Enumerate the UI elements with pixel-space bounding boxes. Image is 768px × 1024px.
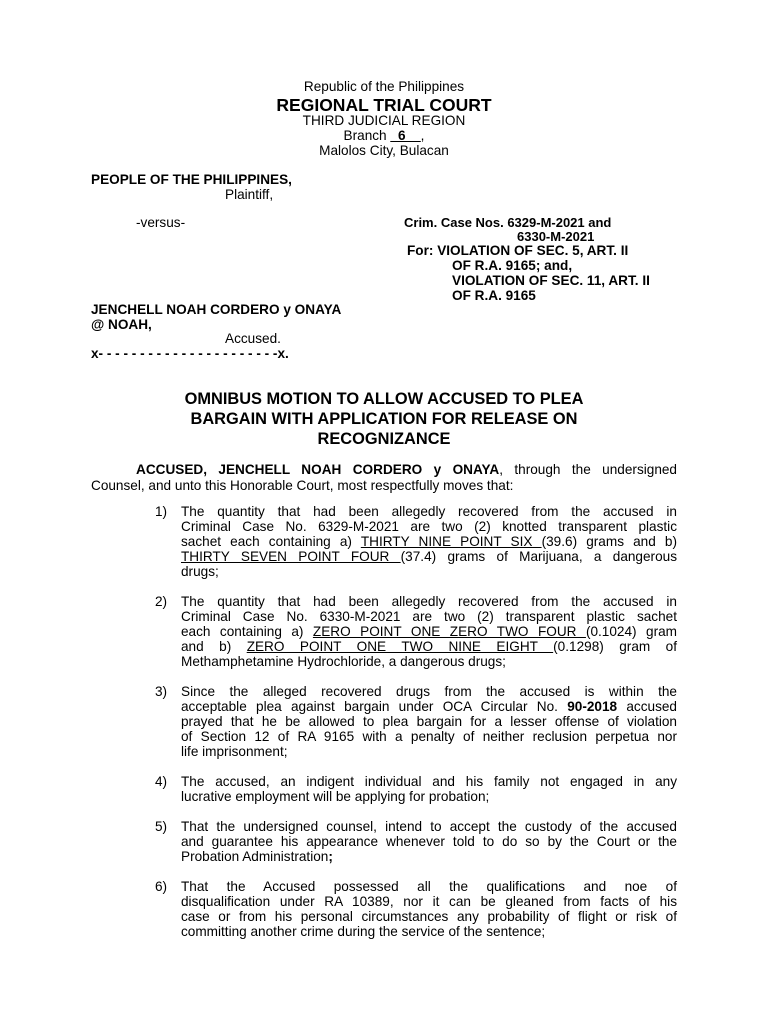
motion-item-6 [155,879,677,939]
item-line [181,849,677,864]
item-line: The quantity that had been allegedly recovered from the accused in [181,504,677,519]
item-line: and guarantee his appearance whenever told to do so by the Court or the [181,834,677,849]
versus-label: -versus- [136,215,186,230]
item-text: sachet each containing a) [181,534,361,549]
branch-prefix: Branch [343,128,391,143]
item-line [181,624,677,639]
item-line: The accused, an indigent individual and his family not engaged in any [181,774,677,789]
item-line: Methamphetamine Hydrochloride, a dangerous drugs; [181,654,506,669]
branch-number: _6__ [390,128,421,143]
item-line: That the Accused possessed all the qualifications and noe of [181,879,677,894]
item-line [181,549,677,564]
court-name: REGIONAL TRIAL COURT [276,95,492,115]
item-text: (0.1024) gram [585,624,677,639]
branch-suffix: , [420,128,425,143]
plaintiff-name: PEOPLE OF THE PHILIPPINES, [91,172,292,187]
item-text: ; [328,849,333,864]
item-underlined-quantity: THIRTY NINE POINT SIX [360,534,542,549]
motion-title-line3: RECOGNIZANCE [317,430,451,448]
case-nos-line1: Crim. Case Nos. 6329-M-2021 and [404,215,612,230]
item-underlined-quantity: THIRTY SEVEN POINT FOUR [181,549,401,564]
intro-accused-name: ACCUSED, JENCHELL NOAH CORDERO y ONAYA [136,462,500,477]
item-text: accused [617,699,677,714]
item-line: committing another crime during the service of the sentence; [181,924,546,939]
item-line: drugs; [181,564,219,579]
motion-item-1 [155,504,677,579]
item-line: Criminal Case No. 6330-M-2021 are two (2) transparent plastic sachet [181,609,677,624]
item-number: 4) [155,774,168,789]
item-text: (0.1298) gram of [553,639,678,654]
item-line: Criminal Case No. 6329-M-2021 are two (2) knotted transparent plastic [181,519,677,534]
region-line: THIRD JUDICIAL REGION [302,113,466,128]
item-line: of Section 12 of RA 9165 with a penalty of neither reclusion perpetua nor [181,729,677,744]
circular-number: 90-2018 [567,699,618,714]
branch-line [0,128,768,144]
item-line: case or from his personal circumstances any probability of flight or risk of [181,909,677,924]
accused-role: Accused. [225,331,281,346]
motion-item-5 [155,819,677,864]
item-number: 2) [155,594,168,609]
item-line: That the undersigned counsel, intend to accept the custody of the accused [181,819,677,834]
item-line: Since the alleged recovered drugs from the accused is within the [181,684,677,699]
item-line: The quantity that had been allegedly recovered from the accused in [181,594,677,609]
intro-line1-rest: , through the undersigned [499,462,677,477]
item-line: lucrative employment will be applying for probation; [181,789,490,804]
intro-line1 [136,462,677,477]
accused-name-line2: @ NOAH, [91,317,152,332]
motion-title-line1: OMNIBUS MOTION TO ALLOW ACCUSED TO PLEA [184,390,584,408]
item-number: 6) [155,879,168,894]
intro-line2: Counsel, and unto this Honorable Court, most respectfully moves that: [91,478,514,493]
city-line: Malolos City, Bulacan [319,143,449,158]
item-text: and b) [181,639,247,654]
motion-item-3 [155,684,677,759]
item-line [181,534,677,549]
case-nos-line2: 6330-M-2021 [517,229,595,244]
item-underlined-quantity: ZERO POINT ONE ZERO TWO FOUR [312,624,586,639]
motion-item-4 [155,774,677,804]
charge-line1: For: VIOLATION OF SEC. 5, ART. II [407,243,629,258]
item-line [181,639,677,654]
motion-items [155,504,677,954]
charge-line2: OF R.A. 9165; and, [452,258,573,273]
item-line: life imprisonment; [181,744,288,759]
item-underlined-quantity: ZERO POINT ONE TWO NINE EIGHT [246,639,554,654]
accused-name-line1: JENCHELL NOAH CORDERO y ONAYA [91,302,342,317]
item-text: (39.6) grams and b) [541,534,677,549]
caption-separator: x- - - - - - - - - - - - - - - - - - - - - -x. [91,346,289,361]
item-number: 1) [155,504,168,519]
republic-line: Republic of the Philippines [303,79,465,94]
motion-item-2 [155,594,677,669]
item-text: (37.4) grams of Marijuana, a dangerous [400,549,677,564]
plaintiff-role: Plaintiff, [225,187,274,202]
item-line: prayed that he be allowed to plea bargain for a lesser offense of violation [181,714,677,729]
item-text: Probation Administration [181,849,329,864]
item-number: 5) [155,819,168,834]
item-text: acceptable plea against bargain under OCA Circular No. [181,699,568,714]
item-text: each containing a) [181,624,313,639]
item-line [181,699,677,714]
charge-line4: OF R.A. 9165 [452,288,536,303]
motion-title-line2: BARGAIN WITH APPLICATION FOR RELEASE ON [190,410,578,428]
item-number: 3) [155,684,168,699]
item-line: disqualification under RA 10389, nor it can be gleaned from facts of his [181,894,677,909]
charge-line3: VIOLATION OF SEC. 11, ART. II [452,273,650,288]
